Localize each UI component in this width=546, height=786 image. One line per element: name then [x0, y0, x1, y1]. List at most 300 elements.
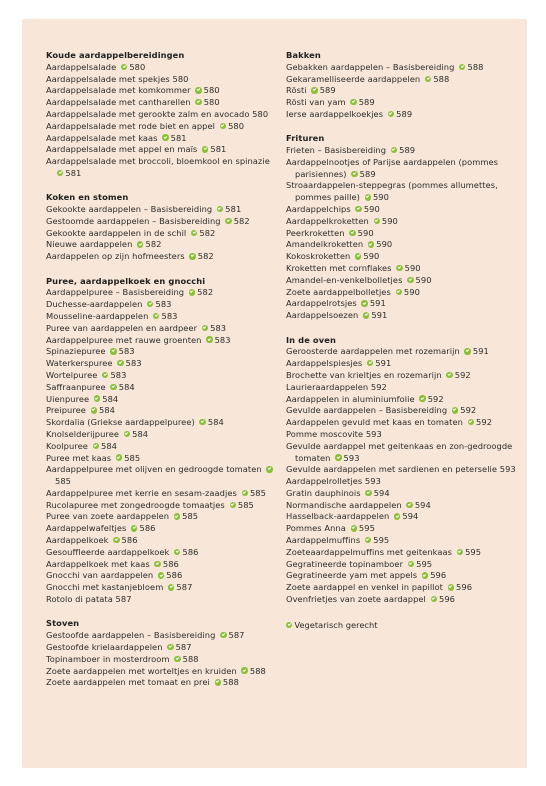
recipe-name: Waterkerspuree — [46, 358, 113, 369]
vegetarian-icon — [124, 431, 130, 437]
page-number: 587 — [228, 630, 245, 641]
vegetarian-icon — [57, 170, 63, 176]
recipe-name: Pommes Anna — [286, 523, 346, 534]
page-number: 586 — [139, 523, 156, 534]
page-number: 588 — [433, 73, 450, 84]
recipe-name: Gratin dauphinois — [286, 487, 361, 498]
recipe-name: Gestoofde aardappelen – Basisbereiding — [46, 630, 216, 641]
vegetarian-icon — [137, 241, 143, 247]
page-number: 591 — [371, 310, 388, 321]
index-entry — [46, 299, 282, 311]
index-entry — [46, 394, 282, 406]
page-number: 580 — [129, 61, 146, 72]
index-entry — [46, 311, 282, 323]
index-entry — [46, 144, 282, 156]
index-entry — [286, 180, 526, 204]
recipe-name: Aardappelsalade met rode biet en appel — [46, 120, 216, 131]
page-number: 591 — [375, 358, 392, 369]
vegetarian-icon — [406, 502, 412, 508]
recipe-name: Aardappelsoezen — [286, 310, 359, 321]
recipe-name: Peerkroketten — [286, 227, 345, 238]
index-entry — [46, 453, 282, 465]
index-entry — [46, 156, 282, 180]
section-entries — [286, 62, 526, 121]
page-number: 590 — [376, 239, 393, 250]
page-number: 593 — [364, 476, 381, 487]
recipe-name: Aardappelrolletjes — [286, 476, 363, 487]
page-number: 587 — [175, 641, 192, 652]
vegetarian-icon — [407, 277, 413, 283]
recipe-name: Knolselderijpuree — [46, 428, 120, 439]
vegetarian-icon — [225, 218, 231, 224]
index-entry — [46, 239, 282, 251]
vegetarian-icon — [351, 525, 357, 531]
recipe-name: Gesouffleerde aardappelkoek — [46, 546, 170, 557]
index-entry — [286, 239, 526, 251]
page-number: 582 — [197, 251, 214, 262]
index-entry — [286, 358, 526, 370]
recipe-name: Gevulde aardappel met geitenkaas en zon-gedroogde tomaten — [286, 440, 513, 463]
index-entry — [46, 287, 282, 299]
index-entry — [286, 394, 526, 406]
index-column-right — [286, 50, 526, 632]
index-page — [22, 19, 527, 768]
index-entry — [286, 157, 526, 181]
index-entry — [286, 547, 526, 559]
index-entry — [286, 287, 526, 299]
page-number: 596 — [439, 594, 455, 605]
index-entry — [286, 251, 526, 263]
index-entry — [46, 488, 282, 500]
index-entry — [46, 642, 282, 654]
index-entry — [46, 677, 282, 689]
vegetarian-icon — [457, 549, 463, 555]
vegetarian-icon — [365, 194, 371, 200]
index-entry — [46, 559, 282, 571]
vegetarian-icon — [365, 537, 371, 543]
page-number: 582 — [145, 239, 162, 250]
index-entry — [286, 298, 526, 310]
vegetarian-icon — [448, 584, 454, 590]
legend-text: Vegetarisch gerecht — [294, 619, 378, 630]
recipe-name: Puree van aardappelen en aardpeer — [46, 322, 198, 333]
page-number: 581 — [210, 144, 227, 155]
recipe-name: Kroketten met cornflakes — [286, 263, 392, 274]
recipe-name: Frieten – Basisbereiding — [286, 145, 387, 156]
page-number: 586 — [121, 535, 138, 546]
recipe-name: Aardappelkroketten — [286, 215, 369, 226]
section-heading: Stoven — [46, 618, 80, 629]
vegetarian-icon — [117, 360, 123, 366]
section-heading: In de oven — [286, 334, 336, 345]
vegetarian-icon — [110, 348, 116, 354]
index-entry — [286, 405, 526, 417]
index-section — [46, 618, 282, 689]
vegetarian-icon — [154, 561, 160, 567]
index-entry — [46, 346, 282, 358]
index-entry — [286, 74, 526, 86]
recipe-name: Aardappelsalade met kaas — [46, 132, 158, 143]
page-number: 580 — [203, 97, 220, 108]
page-number: 583 — [161, 310, 178, 321]
recipe-name: Zoete aardappel en venkel in papillot — [286, 582, 443, 593]
index-entry — [286, 570, 526, 582]
recipe-name: Hasselback-aardappelen — [286, 511, 390, 522]
page-number: 584 — [118, 381, 135, 392]
index-entry — [286, 346, 526, 358]
index-entry — [46, 630, 282, 642]
index-entry — [46, 666, 282, 678]
recipe-name: Zoete aardappelbolletjes — [286, 286, 391, 297]
index-entry — [46, 216, 282, 228]
page-number: 589 — [319, 85, 336, 96]
recipe-name: Aardappelsalade met spekjes — [46, 73, 170, 84]
section-entries — [46, 287, 282, 606]
recipe-name: Duchesse-aardappelen — [46, 299, 143, 310]
index-entry — [46, 511, 282, 523]
vegetarian-icon — [468, 419, 474, 425]
index-entry — [286, 464, 526, 476]
vegetarian-icon — [452, 407, 458, 413]
page-number: 592 — [460, 405, 477, 416]
index-entry — [286, 500, 526, 512]
recipe-name: Uienpuree — [46, 393, 90, 404]
page-number: 588 — [249, 665, 266, 676]
vegetarian-icon — [286, 622, 292, 628]
page-number: 586 — [166, 570, 183, 581]
index-entry — [286, 85, 526, 97]
vegetarian-icon — [94, 395, 100, 401]
legend — [286, 620, 526, 632]
recipe-name: Rösti van yam — [286, 97, 346, 108]
vegetarian-icon — [446, 372, 452, 378]
page-number: 584 — [207, 417, 224, 428]
vegetarian-icon — [199, 419, 205, 425]
vegetarian-icon — [391, 147, 397, 153]
recipe-name: Zoete aardappelen met tomaat en prei — [46, 677, 210, 688]
page-number: 591 — [472, 346, 489, 357]
section-entries — [46, 204, 282, 263]
vegetarian-icon — [195, 99, 201, 105]
recipe-name: Gegratineerde yam met appels — [286, 570, 418, 581]
recipe-name: Gnocchi van aardappelen — [46, 570, 154, 581]
recipe-name: Normandische aardappelen — [286, 499, 402, 510]
index-entry — [286, 559, 526, 571]
vegetarian-icon — [335, 454, 341, 460]
index-entry — [286, 535, 526, 547]
index-entry — [46, 133, 282, 145]
index-entry — [286, 204, 526, 216]
index-section — [286, 335, 526, 606]
page-number: 589 — [358, 97, 375, 108]
recipe-name: Aardappelsalade met komkommer — [46, 85, 191, 96]
index-entry — [46, 97, 282, 109]
page-number: 584 — [132, 428, 149, 439]
page-number: 595 — [465, 546, 482, 557]
page-number: 588 — [467, 61, 484, 72]
recipe-name: Gekookte aardappelen in de schil — [46, 227, 187, 238]
page-number: 592 — [427, 393, 444, 404]
vegetarian-icon — [153, 313, 159, 319]
recipe-name: Aardappelchips — [286, 204, 351, 215]
index-entry — [286, 263, 526, 275]
page-number: 588 — [182, 653, 199, 664]
recipe-name: Rösti — [286, 85, 307, 96]
recipe-name: Gevulde aardappelen – Basisbereiding — [286, 405, 448, 416]
vegetarian-icon — [431, 596, 437, 602]
recipe-name: Ierse aardappelkoekjes — [286, 108, 384, 119]
vegetarian-icon — [351, 171, 357, 177]
index-entry — [46, 500, 282, 512]
vegetarian-icon — [158, 572, 164, 578]
recipe-name: Aardappelen gevuld met kaas en tomaten — [286, 417, 463, 428]
vegetarian-icon — [361, 300, 367, 306]
recipe-name: Gebakken aardappelen – Basisbereiding — [286, 61, 455, 72]
vegetarian-icon — [425, 76, 431, 82]
recipe-name: Skordalia (Griekse aardappelpuree) — [46, 417, 195, 428]
recipe-name: Kokoskroketten — [286, 251, 351, 262]
recipe-name: Aardappelnootjes of Parijse aardappelen (pommes parisiennes) — [286, 156, 499, 179]
page-number: 593 — [343, 452, 360, 463]
index-entry — [286, 523, 526, 535]
index-entry — [46, 417, 282, 429]
recipe-name: Geroosterde aardappelen met rozemarijn — [286, 346, 460, 357]
index-entry — [46, 464, 282, 488]
page-number: 584 — [99, 405, 115, 416]
recipe-name: Aardappelen op zijn hofmeesters — [46, 251, 185, 262]
page-number: 590 — [415, 274, 432, 285]
page-number: 583 — [125, 358, 142, 369]
vegetarian-icon — [350, 99, 356, 105]
section-heading: Bakken — [286, 50, 321, 60]
vegetarian-icon — [368, 241, 374, 247]
index-entry — [46, 405, 282, 417]
recipe-name: Zoete aardappelen met worteltjes en kruiden — [46, 665, 237, 676]
vegetarian-icon — [174, 513, 180, 519]
vegetarian-icon — [419, 395, 425, 401]
recipe-name: Saffraanpuree — [46, 381, 106, 392]
recipe-name: Gnocchi met kastanjebloem — [46, 582, 164, 593]
index-entry — [46, 654, 282, 666]
page-number: 594 — [373, 487, 390, 498]
page-number: 590 — [404, 263, 421, 274]
vegetarian-icon — [131, 525, 137, 531]
recipe-name: Aardappelsalade met appel en maïs — [46, 144, 198, 155]
vegetarian-icon — [220, 123, 226, 129]
page-number: 581 — [170, 132, 187, 143]
recipe-name: Gevulde aardappelen met sardienen en peterselie — [286, 464, 498, 475]
vegetarian-icon — [396, 289, 402, 295]
index-entry — [46, 429, 282, 441]
page-number: 592 — [370, 381, 387, 392]
index-entry — [286, 310, 526, 322]
index-entry — [286, 488, 526, 500]
page-number: 587 — [176, 582, 193, 593]
recipe-name: Zoeteaardappelmuffins met geitenkaas — [286, 546, 452, 557]
vegetarian-icon — [121, 64, 127, 70]
index-entry — [286, 216, 526, 228]
page-number: 590 — [372, 192, 389, 203]
page-number: 589 — [359, 168, 376, 179]
page-number: 583 — [118, 346, 135, 357]
vegetarian-icon — [422, 572, 428, 578]
vegetarian-icon — [116, 454, 122, 460]
index-entry — [46, 85, 282, 97]
section-heading: Koken en stomen — [46, 192, 129, 203]
page-number: 586 — [182, 546, 199, 557]
recipe-name: Aardappelpuree met kerrie en sesam-zaadjes — [46, 487, 237, 498]
page-number: 581 — [225, 204, 242, 215]
index-entry — [286, 228, 526, 240]
recipe-name: Topinamboer in mosterdroom — [46, 653, 170, 664]
index-entry — [286, 275, 526, 287]
index-entry — [46, 582, 282, 594]
recipe-name: Aardappelpuree met olijven en gedroogde tomaten — [46, 464, 262, 475]
recipe-name: Puree met kaas — [46, 452, 112, 463]
page-number: 585 — [182, 511, 199, 522]
index-entry — [286, 62, 526, 74]
recipe-name: Amandelkroketten — [286, 239, 364, 250]
index-entry — [46, 547, 282, 559]
recipe-name: Aardappelkoek met kaas — [46, 558, 150, 569]
index-entry — [46, 441, 282, 453]
page-number: 585 — [55, 476, 71, 487]
section-heading: Koude aardappelbereidingen — [46, 50, 185, 60]
index-entry — [286, 582, 526, 594]
page-number: 585 — [237, 499, 254, 510]
page-number: 584 — [100, 440, 117, 451]
section-entries — [46, 62, 282, 180]
index-entry — [286, 511, 526, 523]
page-number: 590 — [363, 204, 380, 215]
index-entry — [46, 370, 282, 382]
page-number: 593 — [499, 464, 516, 475]
section-entries — [286, 346, 526, 606]
page-number: 580 — [252, 108, 269, 119]
page-number: 580 — [228, 120, 245, 131]
page-number: 580 — [172, 73, 189, 84]
vegetarian-icon — [220, 632, 226, 638]
recipe-name: Aardappelspiesjes — [286, 358, 363, 369]
page-number: 589 — [396, 108, 413, 119]
page-number: 589 — [399, 145, 416, 156]
vegetarian-icon — [374, 218, 380, 224]
page-number: 588 — [222, 677, 239, 688]
recipe-name: Rotolo di patata — [46, 594, 113, 605]
index-section — [46, 50, 282, 180]
vegetarian-icon — [394, 513, 400, 519]
vegetarian-icon — [408, 561, 414, 567]
page-number: 594 — [402, 511, 419, 522]
recipe-name: Stroaardappelen-steppegras (pommes allumettes, pommes paille) — [286, 180, 498, 203]
vegetarian-icon — [217, 206, 223, 212]
index-entry — [286, 109, 526, 121]
page-number: 591 — [369, 298, 386, 309]
index-section — [46, 276, 282, 606]
vegetarian-icon — [191, 230, 197, 236]
recipe-name: Gegratineerde topinamboer — [286, 558, 404, 569]
recipe-name: Spinaziepuree — [46, 346, 106, 357]
page-number: 593 — [365, 428, 382, 439]
recipe-name: Gekaramelliseerde aardappelen — [286, 73, 421, 84]
index-entry — [286, 97, 526, 109]
recipe-name: Gestoofde krielaardappelen — [46, 641, 163, 652]
index-entry — [46, 594, 282, 606]
recipe-name: Gekookte aardappelen – Basisbereiding — [46, 204, 213, 215]
vegetarian-icon — [365, 490, 371, 496]
page-number: 581 — [65, 167, 82, 178]
recipe-name: Aardappelpuree met rauwe groenten — [46, 334, 202, 345]
index-section — [286, 50, 526, 121]
recipe-name: Aardappelpuree – Basisbereiding — [46, 287, 185, 298]
vegetarian-icon — [202, 146, 208, 152]
vegetarian-icon — [396, 265, 402, 271]
index-section — [286, 133, 526, 322]
vegetarian-icon — [363, 312, 369, 318]
vegetarian-icon — [174, 656, 180, 662]
page-number: 596 — [430, 570, 447, 581]
recipe-name: Laurieraardappelen — [286, 381, 369, 392]
vegetarian-icon — [355, 206, 361, 212]
vegetarian-icon — [174, 549, 180, 555]
vegetarian-icon — [167, 644, 173, 650]
page-number: 580 — [203, 85, 220, 96]
page-number: 583 — [214, 334, 231, 345]
vegetarian-icon — [206, 336, 212, 342]
section-heading: Frituren — [286, 133, 325, 144]
page-number: 583 — [210, 322, 227, 333]
recipe-name: Rucolapuree met zongedroogde tomaatjes — [46, 499, 225, 510]
index-entry — [46, 570, 282, 582]
index-section — [46, 192, 282, 263]
recipe-name: Aardappelsalade met cantharellen — [46, 97, 191, 108]
page-number: 586 — [162, 558, 179, 569]
recipe-name: Aardappelsalade — [46, 61, 117, 72]
vegetarian-icon — [388, 111, 394, 117]
recipe-name: Preipuree — [46, 405, 86, 416]
recipe-name: Nieuwe aardappelen — [46, 239, 133, 250]
page-number: 587 — [115, 594, 132, 605]
vegetarian-icon — [110, 384, 116, 390]
index-column-left — [46, 50, 282, 702]
index-entry — [46, 62, 282, 74]
index-entry — [46, 121, 282, 133]
page-number: 595 — [416, 558, 433, 569]
index-entry — [46, 535, 282, 547]
page-number: 584 — [102, 393, 119, 404]
page-number: 582 — [197, 287, 214, 298]
page-number: 594 — [414, 499, 431, 510]
recipe-name: Pomme moscovite — [286, 428, 364, 439]
section-heading: Puree, aardappelkoek en gnocchi — [46, 275, 206, 286]
vegetarian-icon — [367, 360, 373, 366]
recipe-name: Aardappelkoek — [46, 535, 109, 546]
page-number: 582 — [199, 227, 216, 238]
vegetarian-icon — [189, 289, 195, 295]
section-entries — [286, 145, 526, 322]
index-entry — [46, 251, 282, 263]
index-entry — [46, 323, 282, 335]
vegetarian-icon — [147, 301, 153, 307]
page-number: 590 — [357, 227, 374, 238]
vegetarian-icon — [242, 490, 248, 496]
index-entry — [46, 523, 282, 535]
index-entry — [286, 441, 526, 465]
page-number: 585 — [249, 487, 266, 498]
recipe-name: Aardappelwafeltjes — [46, 523, 127, 534]
page-number: 592 — [454, 369, 471, 380]
vegetarian-icon — [113, 537, 119, 543]
